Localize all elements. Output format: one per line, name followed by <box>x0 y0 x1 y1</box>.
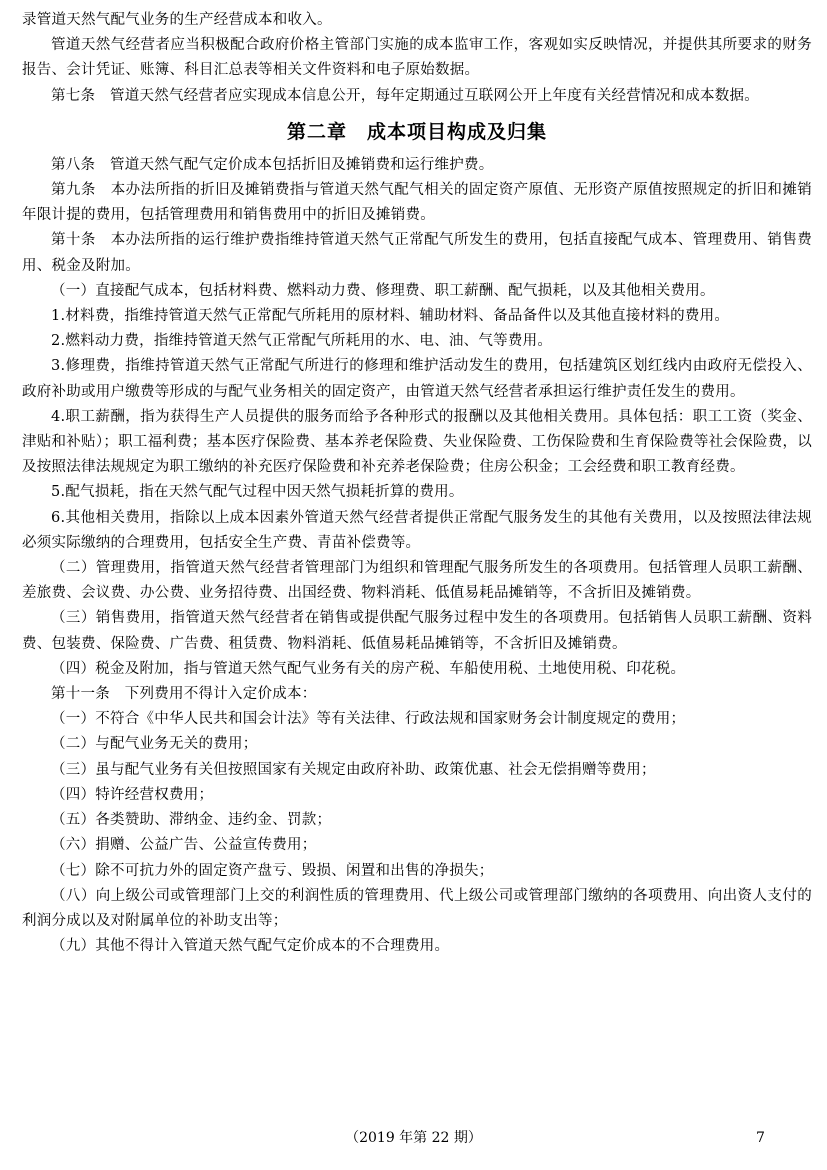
body-paragraph: （九）其他不得计入管道天然气配气定价成本的不合理费用。 <box>51 938 450 955</box>
footer-issue-label: （2019 年第 22 期） <box>345 1130 482 1146</box>
body-paragraph: 5.配气损耗，指在天然气配气过程中因天然气损耗折算的费用。 <box>51 484 464 501</box>
body-paragraph: （六）捐赠、公益广告、公益宣传费用； <box>51 837 317 854</box>
body-paragraph: （五）各类赞助、滞纳金、违约金、罚款； <box>51 812 332 829</box>
body-paragraph: （四）特许经营权费用； <box>51 786 214 803</box>
body-paragraph: （三）销售费用，指管道天然气经营者在销售或提供配气服务过程中发生的各项费用。包括销售人员职工薪酬、资料费、包装费、保险费、广告费、租赁费、物料消耗、低值易耗品摊销等，不含折旧及摊销费。 <box>22 610 812 652</box>
body-paragraph: 6.其他相关费用，指除以上成本因素外管道天然气经营者提供正常配气服务发生的其他有关费用，以及按照法律法规必须实际缴纳的合理费用，包括安全生产费、青苗补偿费等。 <box>22 509 812 551</box>
body-paragraph: （一）不符合《中华人民共和国会计法》等有关法律、行政法规和国家财务会计制度规定的费用； <box>51 711 686 728</box>
body-paragraph: （八）向上级公司或管理部门上交的利润性质的管理费用、代上级公司或管理部门缴纳的各项费用、向出资人支付的利润分成以及对附属单位的补助支出等； <box>22 887 812 929</box>
body-paragraph: 第八条 管道天然气配气定价成本包括折旧及摊销费和运行维护费。 <box>51 156 494 173</box>
footer-page-number: 7 <box>756 1130 765 1146</box>
body-paragraph: 第十条 本办法所指的运行维护费指维持管道天然气正常配气所发生的费用，包括直接配气成本、管理费用、销售费用、税金及附加。 <box>22 232 812 274</box>
body-paragraph: （二）与配气业务无关的费用； <box>51 736 258 753</box>
body-paragraph: 3.修理费，指维持管道天然气正常配气所进行的修理和维护活动发生的费用，包括建筑区划红线内由政府无偿投入、政府补助或用户缴费等形成的与配气业务相关的固定资产，由管道天然气经营者承担运行维护责任发生的费用。 <box>22 358 812 400</box>
body-paragraph: 1.材料费，指维持管道天然气正常配气所耗用的原材料、辅助材料、备品备件以及其他直接材料的费用。 <box>51 308 730 325</box>
body-paragraph: （二）管理费用，指管道天然气经营者管理部门为组织和管理配气服务所发生的各项费用。包括管理人员职工薪酬、差旅费、会议费、办公费、业务招待费、出国经费、物料消耗、低值易耗品摊销等，不含折旧及摊销费。 <box>22 560 812 602</box>
body-paragraph: 录管道天然气配气业务的生产经营成本和收入。 <box>22 12 332 28</box>
body-paragraph: 4.职工薪酬，指为获得生产人员提供的服务而给予各种形式的报酬以及其他相关费用。具体包括：职工工资（奖金、津贴和补贴）；职工福利费；基本医疗保险费、基本养老保险费、失业保险费、工伤保险费和生育保险费等社会保险费，以及按照法律法规规定为职工缴纳的补充医疗保险费和补充养老保险费；住房公积金；工会经费和职工教育经费。 <box>22 408 812 476</box>
chapter-heading: 第二章 成本项目构成及归集 <box>286 120 547 143</box>
body-paragraph: 第十一条 下列费用不得计入定价成本： <box>51 686 317 703</box>
body-paragraph: 管道天然气经营者应当积极配合政府价格主管部门实施的成本监审工作，客观如实反映情况，并提供其所要求的财务报告、会计凭证、账簿、科目汇总表等相关文件资料和电子原始数据。 <box>22 37 812 79</box>
body-paragraph: 第七条 管道天然气经营者应实现成本信息公开，每年定期通过互联网公开上年度有关经营情况和成本数据。 <box>51 87 759 104</box>
body-paragraph: （七）除不可抗力外的固定资产盘亏、毁损、闲置和出售的净损失； <box>51 862 494 879</box>
body-paragraph: （四）税金及附加，指与管道天然气配气业务有关的房产税、车船使用税、土地使用税、印花税。 <box>51 660 686 677</box>
body-paragraph: 2.燃料动力费，指维持管道天然气正常配气所耗用的水、电、油、气等费用。 <box>51 333 553 350</box>
body-paragraph: （三）虽与配气业务有关但按照国家有关规定由政府补助、政策优惠、社会无偿捐赠等费用； <box>51 761 656 778</box>
document-body <box>22 8 812 959</box>
body-paragraph: 第九条 本办法所指的折旧及摊销费指与管道天然气配气相关的固定资产原值、无形资产原值按照规定的折旧和摊销年限计提的费用，包括管理费用和销售费用中的折旧及摊销费。 <box>22 182 812 224</box>
body-paragraph: （一）直接配气成本，包括材料费、燃料动力费、修理费、职工薪酬、配气损耗，以及其他相关费用。 <box>51 282 715 299</box>
